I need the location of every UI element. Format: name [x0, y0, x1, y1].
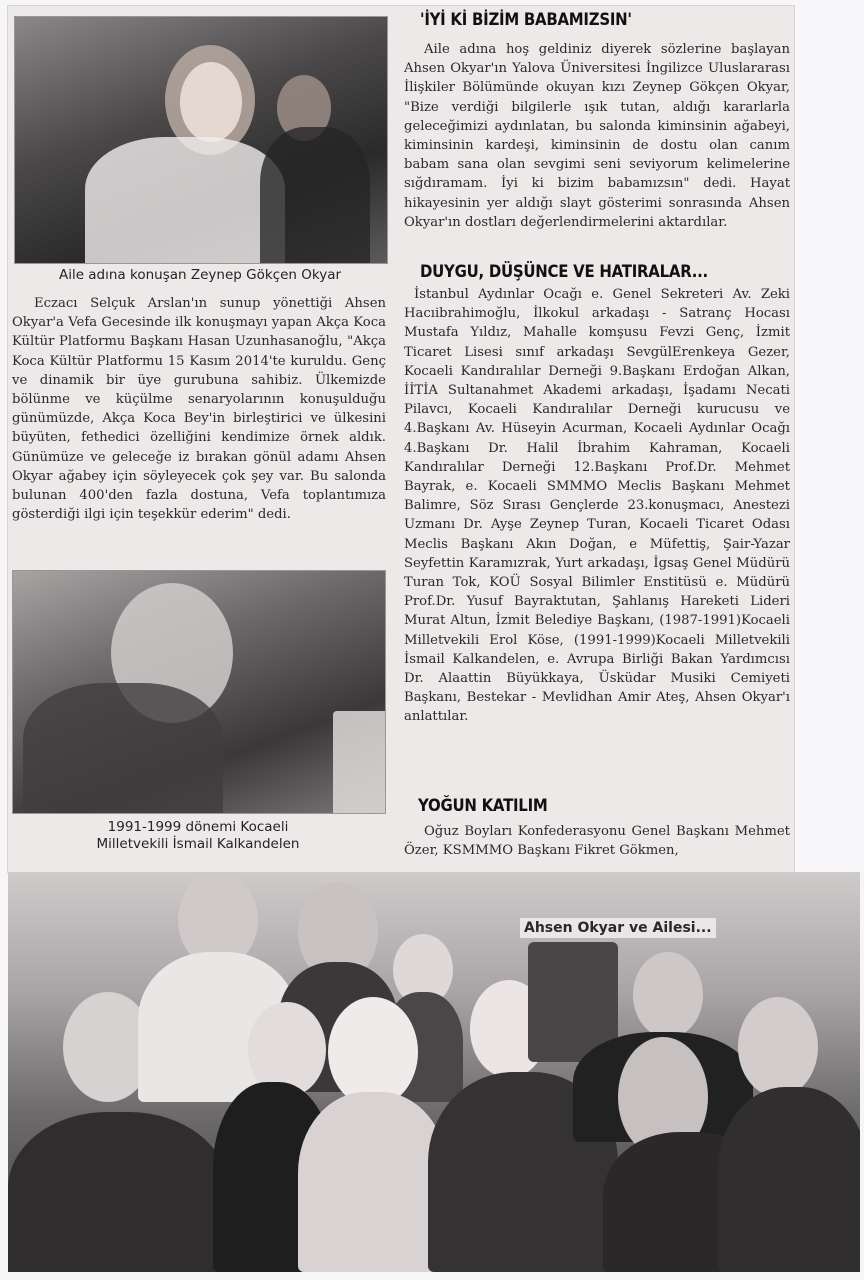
- section-heading: 'İYİ Kİ BİZİM BABAMIZSIN': [420, 10, 632, 30]
- right-column-paragraph: Aile adına hoş geldiniz diyerek sözlerine başlayan Ahsen Okyar'ın Yalova Üniversitesi İngilizce Uluslararası İlişkiler Bölümünde okuyan kızı Zeynep Gökçen Okyar, "Bize verdiği bilgilerle ışık tutan, aldığı kararlarla geleceğimizi aydınlatan, bu salonda kiminsinin ağabeyi, kiminsinin kardeşi, kiminsinin de dostu olan canım babam sana olan sevgimi seni seviyorum kelimelerine sığdıramam. İyi ki bizim babamızsın" dedi. Hayat hikayesinin yer aldığı slayt gösterimi sonrasında Ahsen Okyar'ın dostları değerlendirmelerini aktardılar.: [404, 42, 790, 230]
- right-column-paragraph: İstanbul Aydınlar Ocağı e. Genel Sekreteri Av. Zeki Hacıibrahimoğlu, İlkokul arkadaşı - Satranç Hocası Mustafa Yıldız, Mahalle komşusu Fevzi Genç, İzmit Ticaret Lisesi sınıf arkadaşı SevgülErenkeya Gezer, Kocaeli Kandıralılar Derneği 9.Başkanı Erdoğan Alkan, İİTİA Sultanahmet Akademi arkadaşı, İşadamı Necati Pilavcı, Kocaeli Kandıralılar Derneği kurucusu ve 4.Başkanı Av. Hüseyin Acurman, Kocaeli Aydınlar Ocağı 4.Başkanı Dr. Halil İbrahim Kahraman, Kocaeli Kandıralılar Derneği 12.Başkanı Prof.Dr. Mehmet Bayrak, e. Kocaeli SMMMO Meclis Başkanı Mehmet Balimre, Söz Sırası Gençlerde 23.konuşmacı, Anestezi Uzmanı Dr. Ayşe Zeynep Turan, Kocaeli Ticaret Odası Meclis Başkanı Akın Doğan, e Müfettiş, Şair-Yazar Seyfettin Karamızrak, Yurt arkadaşı, İgsaş Genel Müdürü Turan Tok, KOÜ Sosyal Bilimler Enstitüsü e. Müdürü Prof.Dr. Yusuf Bayraktutan, Şahlanış Hareketi Lideri Murat Altun, İzmit Belediye Başkanı, (1987-1991)Kocaeli Milletvekili Erol Köse, (1991-1999)Kocaeli Milletvekili İsmail Kalkandelen, e. Avrupa Birliği Bakan Yardımcısı Dr. Alaattin Büyükkaya, Üsküdar Musiki Cemiyeti Başkanı, Bestekar - Mevlidhan Amir Ateş, Ahsen Okyar'ı anlattılar.: [404, 287, 790, 725]
- section-heading: DUYGU, DÜŞÜNCE VE HATIRALAR...: [420, 262, 708, 282]
- photo-zeynep-gokcen-okyar: [14, 16, 388, 264]
- photo-caption: Milletvekili İsmail Kalkandelen: [96, 836, 300, 852]
- page-margin: [794, 0, 864, 872]
- photo-caption: Aile adına konuşan Zeynep Gökçen Okyar: [58, 267, 342, 283]
- left-column-paragraph: Eczacı Selçuk Arslan'ın sunup yönettiği Ahsen Okyar'a Vefa Gecesinde ilk konuşmayı yapan Akça Koca Kültür Platformu Başkanı Hasan Uzunhasanoğlu, "Akça Koca Kültür Platformu 15 Kasım 2014'te kuruldu. Genç ve dinamik bir üye gurubuna sahibiz. Ülkemizde bölünme ve küçülme senaryolarının konuşulduğu günümüzde, Akça Koca Bey'in birleştirici ve ülkesini büyüten, fethedici özelliğini kendimize örnek aldık. Günümüze ve geleceğe iz bırakan gönül adamı Ahsen Okyar ağabey için söyleyecek çok şey var. Bu salonda bulunan 400'den fazla dostuna, Vefa toplantımıza gösterdiği ilgi için teşekkür ederim" dedi.: [12, 296, 386, 523]
- right-column-paragraph: Oğuz Boyları Konfederasyonu Genel Başkanı Mehmet Özer, KSMMMO Başkanı Fikret Gökmen,: [404, 824, 790, 859]
- photo-family: [8, 872, 860, 1272]
- section-heading: YOĞUN KATILIM: [418, 796, 548, 816]
- photo-caption: 1991-1999 dönemi Kocaeli: [107, 819, 289, 835]
- photo-ismail-kalkandelen: [12, 570, 386, 814]
- photo-caption: Ahsen Okyar ve Ailesi...: [520, 918, 716, 938]
